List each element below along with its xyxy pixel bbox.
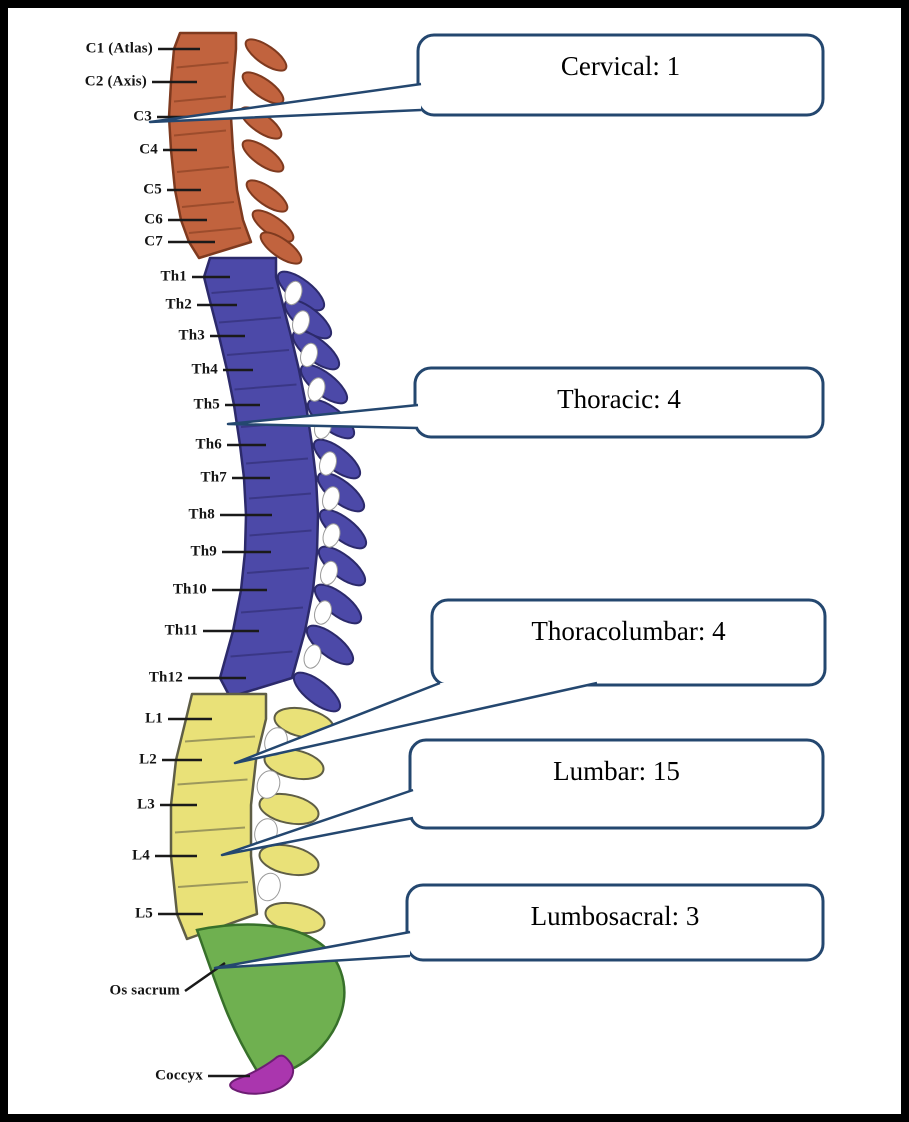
- callout-thoracic-label: Thoracic: 4: [557, 384, 681, 414]
- vertebra-label-th5: Th5: [193, 396, 220, 413]
- vertebra-process-c1-atlas: [241, 34, 291, 76]
- vertebra-label-c2-axis: C2 (Axis): [84, 73, 147, 90]
- callout-lumbosacral-label: Lumbosacral: 3: [530, 901, 700, 931]
- vertebra-label-l1: L1: [145, 710, 163, 727]
- vertebral-foramen: [254, 870, 284, 903]
- vertebra-label-c6: C6: [144, 211, 163, 228]
- vertebra-label-th12: Th12: [148, 669, 183, 686]
- vertebra-label-th7: Th7: [200, 469, 227, 486]
- vertebra-label-l5: L5: [135, 905, 153, 922]
- vertebra-label-l2: L2: [139, 751, 157, 768]
- vertebra-label-th9: Th9: [190, 543, 217, 560]
- vertebra-label-l3: L3: [137, 796, 155, 813]
- vertebra-label-th2: Th2: [165, 296, 192, 313]
- lumbar-spine-segment: [171, 694, 266, 939]
- vertebra-label-c5: C5: [143, 181, 162, 198]
- vertebra-label-c4: C4: [139, 141, 158, 158]
- vertebra-label-coccyx: Coccyx: [155, 1067, 203, 1084]
- vertebra-label-th4: Th4: [191, 361, 218, 378]
- vertebra-label-th11: Th11: [164, 622, 198, 639]
- vertebra-label-l4: L4: [132, 847, 150, 864]
- vertebra-label-th6: Th6: [195, 436, 222, 453]
- vertebra-label-c1-atlas: C1 (Atlas): [85, 40, 153, 57]
- vertebra-process-c4: [238, 135, 288, 177]
- vertebra-label-os-sacrum: Os sacrum: [109, 982, 180, 999]
- vertebra-label-th10: Th10: [172, 581, 207, 598]
- vertebra-label-th3: Th3: [178, 327, 205, 344]
- vertebra-label-c3: C3: [133, 108, 152, 125]
- callout-thoracolumbar-label: Thoracolumbar: 4: [531, 616, 726, 646]
- vertebra-label-th8: Th8: [188, 506, 215, 523]
- callout-lumbar-label: Lumbar: 15: [553, 756, 680, 786]
- vertebra-label-c7: C7: [144, 233, 163, 250]
- callout-cervical-label: Cervical: 1: [560, 51, 681, 81]
- vertebra-label-th1: Th1: [160, 268, 187, 285]
- vertebra-process-c5: [242, 175, 292, 217]
